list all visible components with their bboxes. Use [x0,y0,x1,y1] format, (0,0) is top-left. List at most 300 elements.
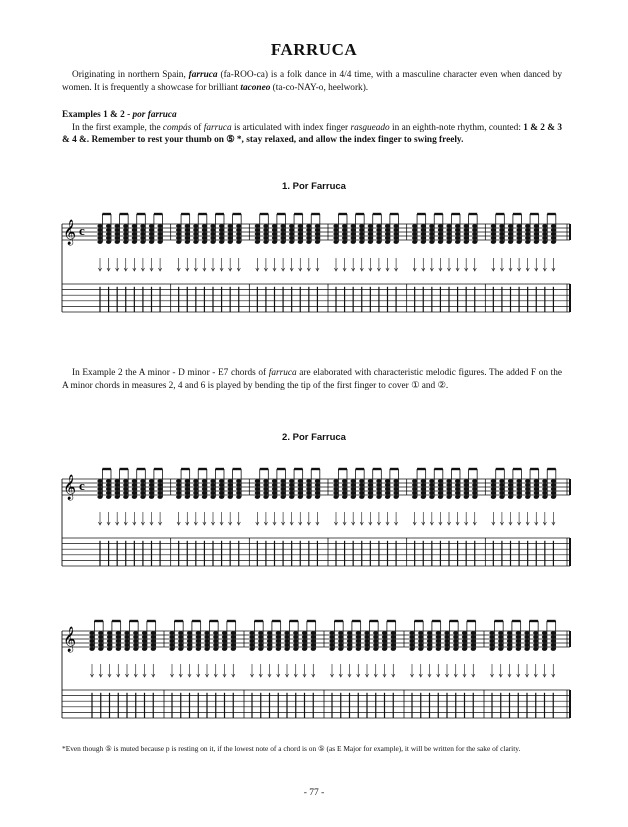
note-head [376,491,381,495]
note-head [342,240,347,244]
note-head [471,635,476,639]
note-head [106,487,111,491]
note-head [393,224,398,228]
note-head [462,631,467,635]
note-head [499,236,504,240]
note-head [534,487,539,491]
note-head [289,479,294,483]
note-head [421,479,426,483]
note-head [263,224,268,228]
note-head [284,647,289,651]
note-head [176,479,181,483]
note-head [272,495,277,499]
note-head [187,639,192,643]
note-head [421,491,426,495]
intro-term: farruca [188,70,218,80]
note-head [210,483,215,487]
note-head [115,487,120,491]
note-head [385,228,390,232]
note-head [438,487,443,491]
note-head [464,483,469,487]
note-head [418,631,423,635]
note-head [453,643,458,647]
note-head [276,631,281,635]
note-head [272,228,277,232]
note-head [249,631,254,635]
note-head [359,228,364,232]
note-head [142,635,147,639]
note-head [429,487,434,491]
note-head [97,479,102,483]
note-head [263,487,268,491]
note-head [471,643,476,647]
note-head [193,483,198,487]
note-head [115,224,120,228]
note-head [280,491,285,495]
note-head [142,643,147,647]
note-head [193,491,198,495]
note-head [157,491,162,495]
note-head [98,635,103,639]
note-head [276,647,281,651]
note-head [359,224,364,228]
note-head [249,635,254,639]
note-head [491,228,496,232]
note-head [107,647,112,651]
note-head [289,483,294,487]
note-head [516,228,521,232]
note-head [455,479,460,483]
note-head [446,228,451,232]
note-head [542,487,547,491]
note-head [133,647,138,651]
note-head [471,647,476,651]
note-head [368,232,373,236]
note-head [409,647,414,651]
note-head [140,479,145,483]
note-head [542,491,547,495]
note-head [438,491,443,495]
note-head [351,491,356,495]
note-head [263,240,268,244]
note-head [368,495,373,499]
note-head [202,224,207,228]
note-head [140,240,145,244]
note-head [542,236,547,240]
note-head [453,639,458,643]
note-head [107,635,112,639]
note-head [249,647,254,651]
note-head [169,635,174,639]
note-head [393,236,398,240]
note-head [176,240,181,244]
note-head [446,483,451,487]
note-head [258,631,263,635]
note-head [202,240,207,244]
note-head [98,631,103,635]
note-head [508,495,513,499]
note-head [142,647,147,651]
note-head [132,228,137,232]
note-head [222,647,227,651]
note-head [429,240,434,244]
note-head [455,240,460,244]
note-head [393,240,398,244]
note-head [132,224,137,228]
note-head [185,236,190,240]
note-head [376,487,381,491]
note-head [193,228,198,232]
note-head [106,232,111,236]
note-head [123,491,128,495]
note-head [385,483,390,487]
note-head [293,631,298,635]
figure-1-title: 1. Por Farruca [282,181,346,192]
note-head [236,483,241,487]
note-head [315,232,320,236]
note-head [202,483,207,487]
note-head [255,495,260,499]
note-head [444,647,449,651]
note-head [289,487,294,491]
note-head [258,647,263,651]
note-head [123,479,128,483]
note-head [421,228,426,232]
note-head [315,224,320,228]
note-head [213,647,218,651]
examples-term: rasgueado [350,122,390,133]
note-head [542,483,547,487]
note-head [373,635,378,639]
note-head [499,479,504,483]
note-head [115,240,120,244]
note-head [202,487,207,491]
note-head [338,631,343,635]
note-head [267,643,272,647]
note-head [359,491,364,495]
note-head [298,479,303,483]
note-head [453,647,458,651]
note-head [255,479,260,483]
note-head [446,240,451,244]
note-head [342,236,347,240]
note-head [438,232,443,236]
note-head [89,635,94,639]
note-head [115,483,120,487]
note-head [228,483,233,487]
note-head [97,483,102,487]
note-head [149,240,154,244]
note-head [140,228,145,232]
note-head [149,232,154,236]
example2-text: In Example 2 the A minor - D minor - E7 chords of [72,368,269,378]
note-head [491,483,496,487]
note-head [436,647,441,651]
note-head [551,647,556,651]
examples-text: in an eighth-note rhythm, counted: [389,122,524,133]
note-head [255,228,260,232]
note-head [338,643,343,647]
note-head [169,631,174,635]
note-head [115,232,120,236]
note-head [116,647,121,651]
note-head [436,639,441,643]
note-head [249,643,254,647]
note-head [236,495,241,499]
note-head [222,631,227,635]
note-head [507,647,512,651]
note-head [436,635,441,639]
note-head [376,495,381,499]
note-head [149,224,154,228]
note-head [210,495,215,499]
note-head [338,635,343,639]
note-head [542,643,547,647]
note-head [508,487,513,491]
note-head [255,236,260,240]
examples-term: compás [162,122,192,133]
note-head [333,479,338,483]
note-head [364,647,369,651]
note-head [351,224,356,228]
note-head [342,479,347,483]
note-head [106,479,111,483]
note-head [525,479,530,483]
note-head [356,631,361,635]
note-head [455,495,460,499]
note-head [89,639,94,643]
note-head [149,236,154,240]
note-head [132,491,137,495]
note-head [342,487,347,491]
note-head [391,643,396,647]
note-head [89,631,94,635]
note-head [329,639,334,643]
note-head [185,240,190,244]
note-head [140,232,145,236]
note-head [359,232,364,236]
note-head [202,232,207,236]
note-head [391,631,396,635]
note-head [418,647,423,651]
examples-heading: Examples 1 & 2 - [62,110,133,120]
note-head [219,483,224,487]
page-number: - 77 - [303,788,325,798]
note-head [393,228,398,232]
note-head [123,224,128,228]
note-head [499,495,504,499]
note-head [525,240,530,244]
note-head [193,232,198,236]
note-head [351,483,356,487]
note-head [418,639,423,643]
note-head [464,491,469,495]
note-head [298,491,303,495]
note-head [178,635,183,639]
note-head [263,483,268,487]
note-head [542,635,547,639]
note-head [98,647,103,651]
note-head [385,479,390,483]
note-head [176,224,181,228]
note-head [508,491,513,495]
note-head [133,635,138,639]
note-head [106,224,111,228]
note-head [306,228,311,232]
note-head [106,491,111,495]
treble-clef-icon: 𝄞 [63,475,77,500]
note-head [412,483,417,487]
note-head [115,479,120,483]
note-head [534,228,539,232]
note-head [444,635,449,639]
note-head [219,240,224,244]
note-head [272,224,277,228]
note-head [491,491,496,495]
note-head [157,487,162,491]
note-head [429,236,434,240]
note-head [302,647,307,651]
note-head [272,487,277,491]
note-head [236,228,241,232]
note-head [385,240,390,244]
note-head [376,232,381,236]
note-head [498,639,503,643]
note-head [306,240,311,244]
note-head [472,483,477,487]
note-head [429,228,434,232]
note-head [438,483,443,487]
note-head [455,491,460,495]
note-head [176,236,181,240]
note-head [429,483,434,487]
note-head [391,639,396,643]
note-head [376,240,381,244]
note-head [438,479,443,483]
note-head [97,487,102,491]
note-head [210,487,215,491]
note-head [333,232,338,236]
note-head [267,639,272,643]
note-head [193,487,198,491]
note-head [373,647,378,651]
note-head [106,228,111,232]
examples-reminder-2: ⑤ *, stay relaxed, and allow the index finger to swing freely. [226,135,464,146]
note-head [123,495,128,499]
note-head [333,240,338,244]
note-head [462,647,467,651]
note-head [508,240,513,244]
note-head [185,483,190,487]
note-head [132,487,137,491]
note-head [106,495,111,499]
note-head [427,631,432,635]
note-head [302,631,307,635]
note-head [471,639,476,643]
note-head [196,635,201,639]
note-head [298,232,303,236]
note-head [284,639,289,643]
note-head [391,647,396,651]
note-head [280,236,285,240]
note-head [359,240,364,244]
note-head [176,483,181,487]
note-head [311,647,316,651]
note-head [498,635,503,639]
note-head [376,483,381,487]
note-head [534,483,539,487]
note-head [236,240,241,244]
note-head [116,643,121,647]
note-head [236,487,241,491]
note-head [210,232,215,236]
note-head [491,495,496,499]
note-head [311,639,316,643]
note-head [272,236,277,240]
note-head [157,224,162,228]
note-head [525,495,530,499]
note-head [359,236,364,240]
note-head [364,631,369,635]
note-head [542,479,547,483]
note-head [542,240,547,244]
note-head [551,635,556,639]
note-head [284,635,289,639]
note-head [534,495,539,499]
note-head [202,491,207,495]
note-head [124,639,129,643]
note-head [351,495,356,499]
note-head [204,643,209,647]
note-head [97,236,102,240]
note-head [368,491,373,495]
note-head [351,240,356,244]
note-head [364,639,369,643]
note-head [302,639,307,643]
note-head [534,232,539,236]
note-head [263,479,268,483]
note-head [306,236,311,240]
note-head [382,635,387,639]
note-head [342,232,347,236]
note-head [280,228,285,232]
note-head [551,224,556,228]
note-head [342,228,347,232]
note-head [187,635,192,639]
note-head [280,232,285,236]
note-head [347,647,352,651]
note-head [133,639,138,643]
note-head [412,232,417,236]
note-head [263,232,268,236]
note-head [202,495,207,499]
note-head [533,635,538,639]
note-head [219,228,224,232]
note-head [228,491,233,495]
note-head [231,631,236,635]
note-head [436,631,441,635]
note-head [385,224,390,228]
note-head [219,479,224,483]
note-head [293,647,298,651]
note-head [421,495,426,499]
note-head [98,639,103,643]
note-head [157,236,162,240]
intro-text: (fa-ROO-ca) is a folk dance in 4/4 time, with a masculine character even when danced by women. It is frequently a showcase for brilliant [62,70,562,93]
note-head [491,236,496,240]
note-head [315,483,320,487]
note-head [333,224,338,228]
